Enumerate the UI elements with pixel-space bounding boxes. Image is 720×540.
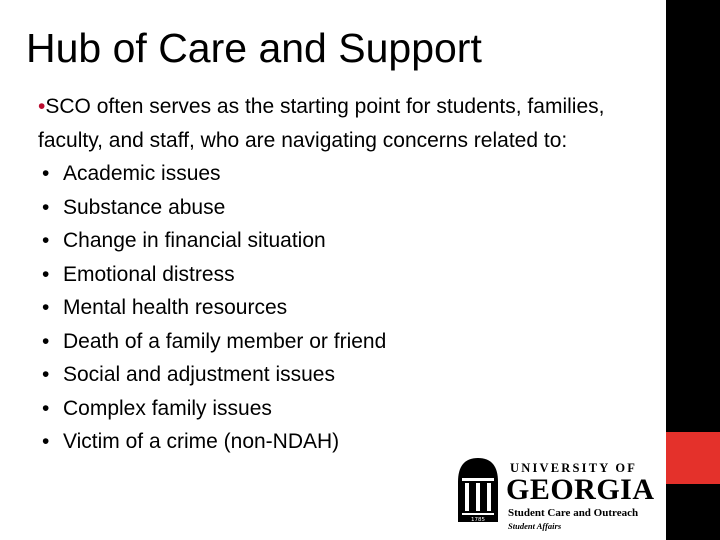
list-item-text: Complex family issues xyxy=(63,396,272,420)
arch-year: 1785 xyxy=(471,517,485,523)
list-item xyxy=(38,191,648,225)
list-item-text: Substance abuse xyxy=(63,195,226,219)
bullet: • xyxy=(42,329,50,353)
arch-icon xyxy=(456,456,500,524)
list-item-text: Victim of a crime (non-NDAH) xyxy=(63,430,340,453)
list-item-text: Death of a family member or friend xyxy=(63,329,387,353)
logo-division: Student Affairs xyxy=(508,521,562,531)
concern-list xyxy=(38,157,648,459)
bullet: • xyxy=(42,162,50,185)
uga-logo xyxy=(456,456,661,536)
logo-name: GEORGIA xyxy=(506,473,655,506)
bullet: • xyxy=(42,229,50,252)
list-item xyxy=(38,157,648,191)
list-item xyxy=(38,325,648,359)
list-item-text: Academic issues xyxy=(63,162,221,185)
bullet: • xyxy=(42,195,50,219)
list-item xyxy=(38,425,648,459)
lead-paragraph xyxy=(38,90,648,157)
logo-university: UNIVERSITY OF xyxy=(510,461,638,475)
list-item-text: Mental health resources xyxy=(63,296,288,319)
list-item xyxy=(38,224,648,258)
list-item xyxy=(38,392,648,426)
lead-bullet: • xyxy=(38,95,46,118)
bullet: • xyxy=(42,430,50,453)
list-item-text: Social and adjustment issues xyxy=(63,363,335,386)
lead-text: SCO often serves as the starting point for students, families, faculty, and staff, who are navigating concerns related to: xyxy=(38,95,605,152)
list-item-text: Change in financial situation xyxy=(63,229,326,252)
bullet: • xyxy=(42,396,50,420)
list-item xyxy=(38,358,648,392)
logo-department: Student Care and Outreach xyxy=(508,507,639,519)
slide-title: Hub of Care and Support xyxy=(26,25,482,71)
list-item xyxy=(38,258,648,292)
list-item xyxy=(38,291,648,325)
bullet: • xyxy=(42,363,50,386)
bullet: • xyxy=(42,262,50,286)
list-item-text: Emotional distress xyxy=(63,262,235,286)
bullet: • xyxy=(42,296,50,319)
slide-body xyxy=(38,90,648,459)
side-accent xyxy=(666,432,720,484)
